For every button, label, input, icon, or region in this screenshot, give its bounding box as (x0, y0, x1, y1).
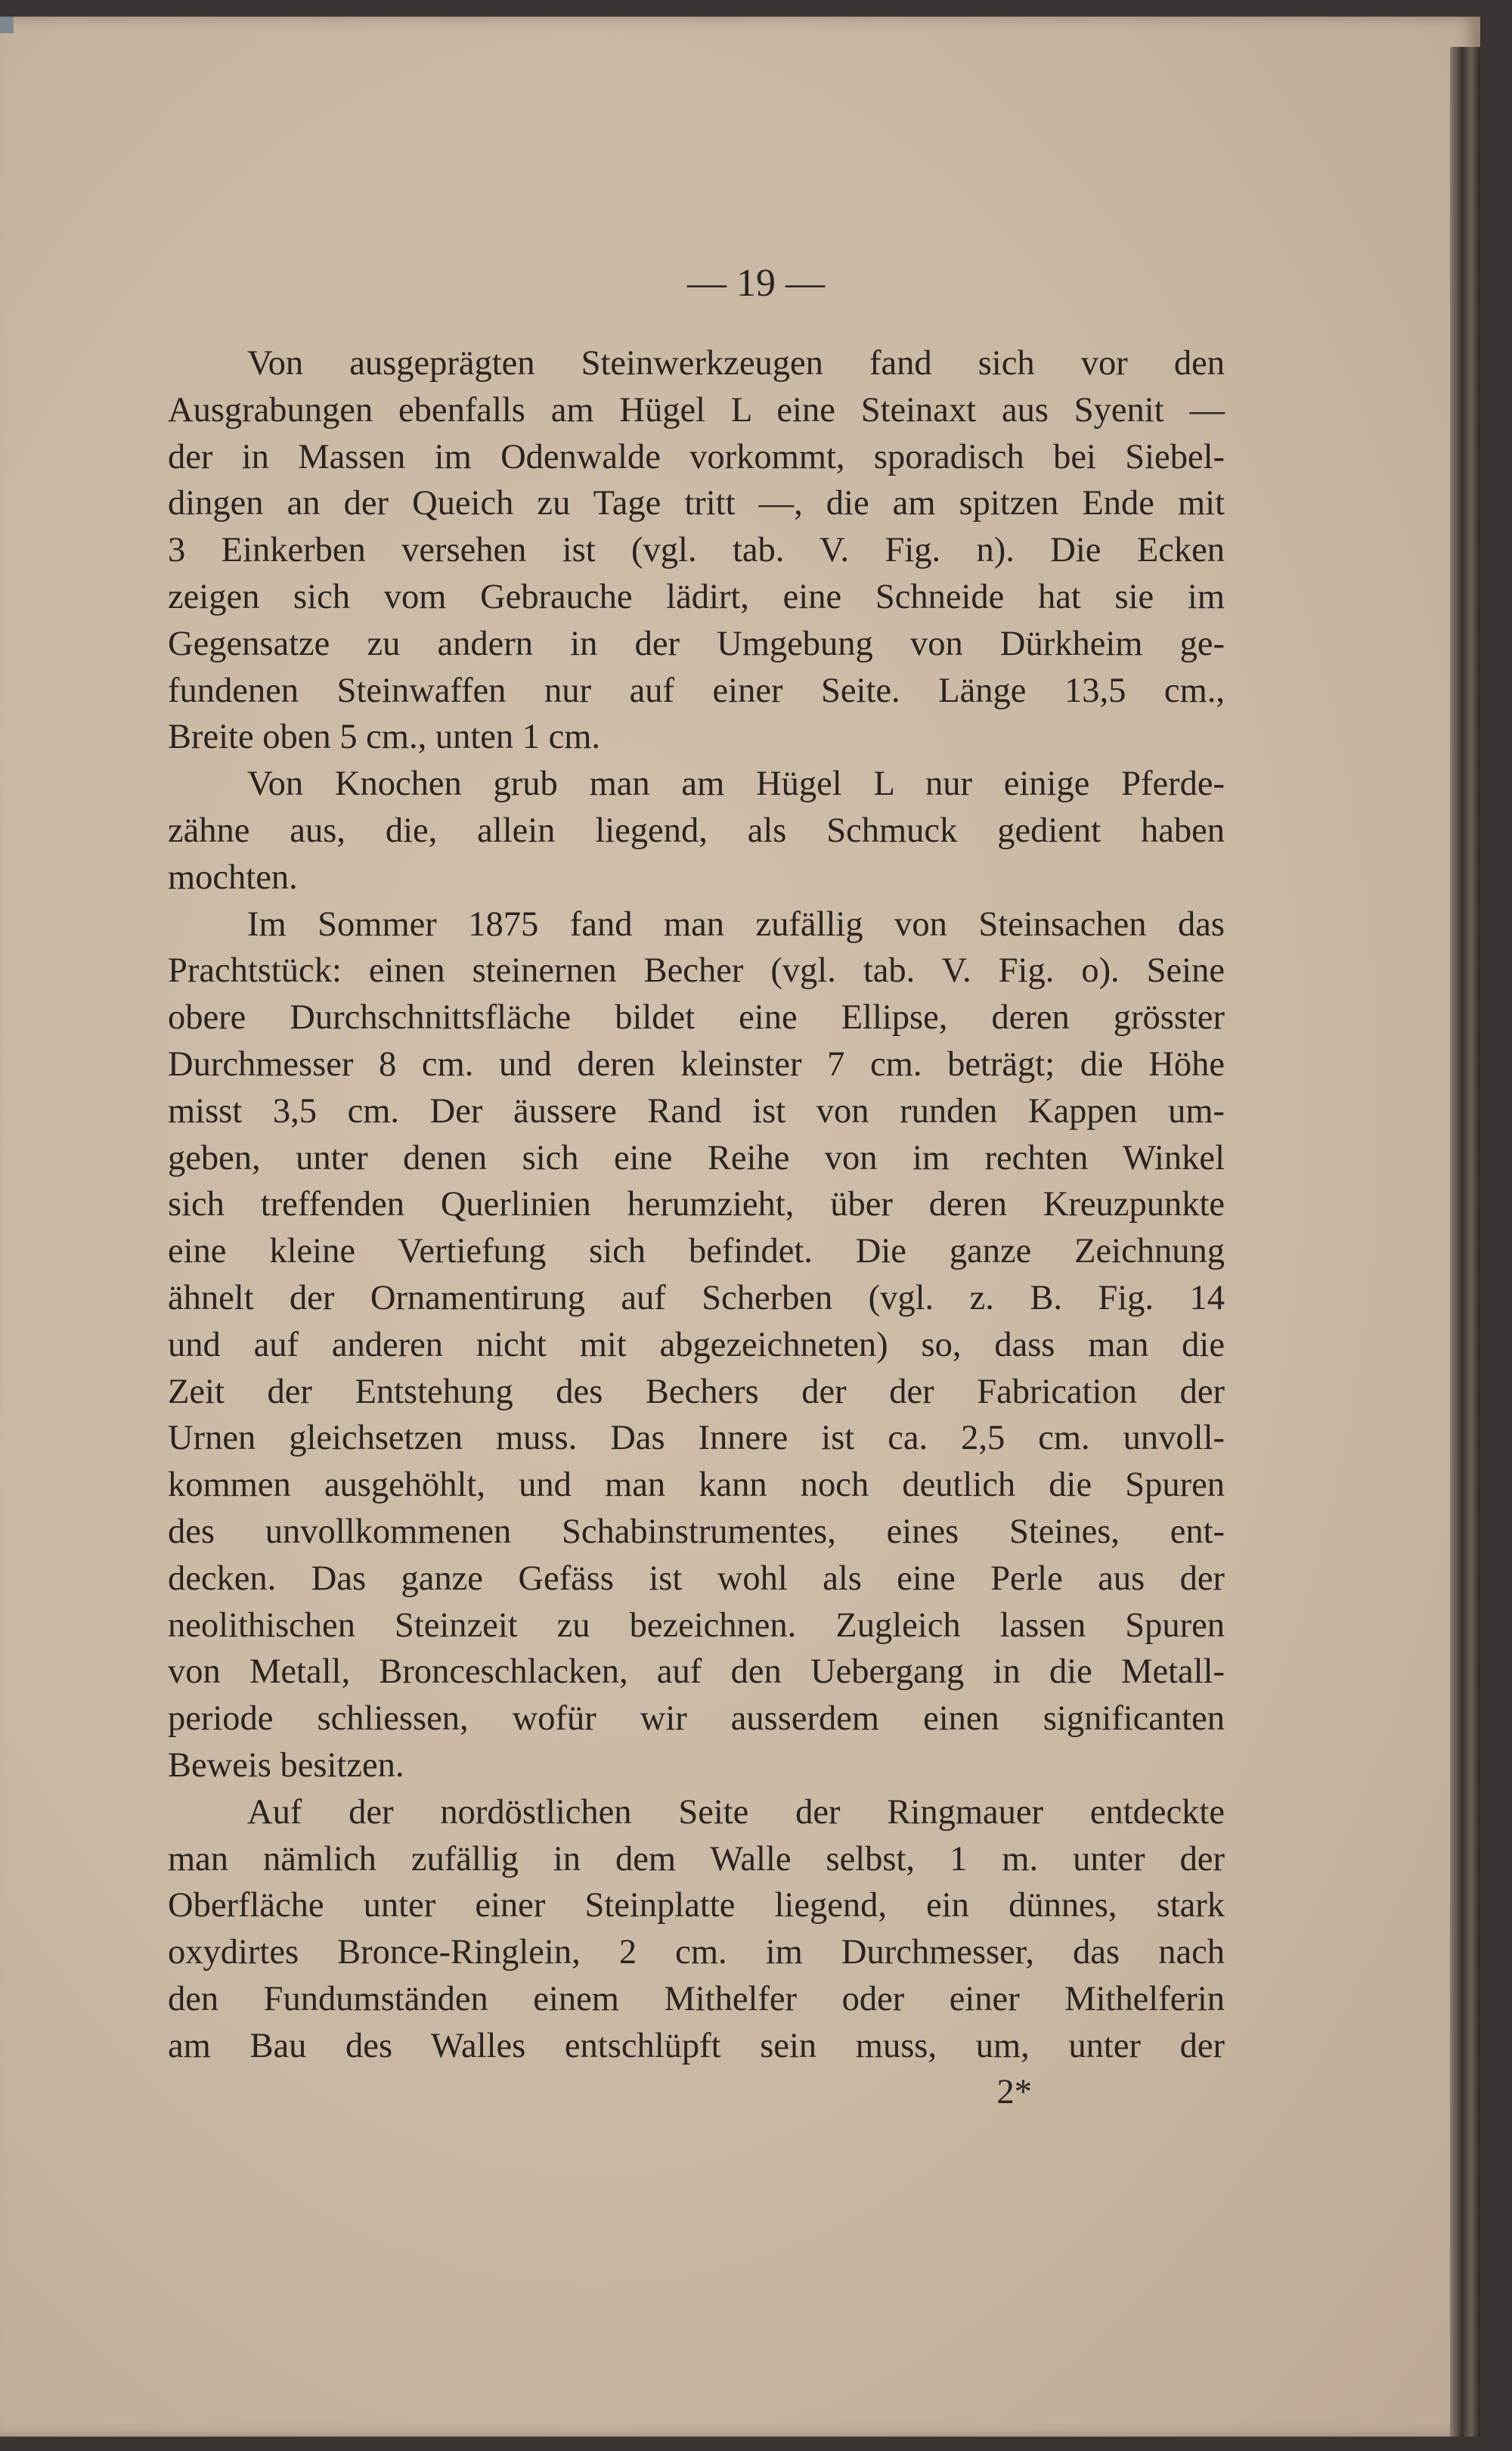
page-edge (1450, 47, 1480, 2437)
text-line: zähne aus, die, allein liegend, als Schmuck gedient haben (168, 811, 1225, 850)
text-line: ähnelt der Ornamentirung auf Scherben (vgl. z. B. Fig. 14 (168, 1278, 1225, 1317)
body-text (168, 340, 1225, 2116)
text-line: Durchmesser 8 cm. und deren kleinster 7 cm. beträgt; die Höhe (168, 1044, 1225, 1084)
text-line: Oberfläche unter einer Steinplatte liegend, ein dünnes, stark (168, 1886, 1225, 1925)
text-line: sich treffenden Querlinien herumzieht, über deren Kreuzpunkte (168, 1185, 1225, 1224)
text-line: Auf der nordöstlichen Seite der Ringmauer entdeckte (247, 1792, 1225, 1832)
text-line: Urnen gleichsetzen muss. Das Innere ist ca. 2,5 cm. unvoll- (168, 1419, 1225, 1458)
scan-corner (0, 17, 14, 33)
page-number: — 19 — (687, 262, 825, 305)
text-line: Breite oben 5 cm., unten 1 cm. (168, 718, 601, 757)
text-line: von Metall, Bronceschlacken, auf den Uebergang in die Metall- (168, 1652, 1225, 1692)
text-line: Prachtstück: einen steinernen Becher (vgl. tab. V. Fig. o). Seine (168, 951, 1225, 991)
text-line: den Fundumständen einem Mithelfer oder einer Mithelferin (168, 1979, 1225, 2018)
text-line: Beweis besitzen. (168, 1745, 404, 1785)
text-line: 3 Einkerben versehen ist (vgl. tab. V. Fig. n). Die Ecken (168, 531, 1225, 570)
text-line: Zeit der Entstehung des Bechers der der Fabrication der (168, 1372, 1225, 1411)
text-line: mochten. (168, 858, 298, 897)
text-line: obere Durchschnittsfläche bildet eine Ellipse, deren grösster (168, 998, 1225, 1038)
text-line: am Bau des Walles entschlüpft sein muss, um, unter der (168, 2026, 1225, 2065)
text-line: Gegensatze zu andern in der Umgebung von Dürkheim ge- (168, 624, 1225, 663)
text-line: man nämlich zufällig in dem Walle selbst, 1 m. unter der (168, 1839, 1225, 1879)
text-line: kommen ausgehöhlt, und man kann noch deutlich die Spuren (168, 1466, 1225, 1505)
text-line: decken. Das ganze Gefäss ist wohl als eine Perle aus der (168, 1559, 1225, 1598)
text-line: und auf anderen nicht mit abgezeichneten) so, dass man die (168, 1325, 1225, 1364)
text-line: dingen an der Queich zu Tage tritt —, die am spitzen Ende mit (168, 484, 1225, 523)
text-line: periode schliessen, wofür wir ausserdem einen significanten (168, 1699, 1225, 1739)
text-line: Im Sommer 1875 fand man zufällig von Steinsachen das (247, 904, 1225, 944)
text-line: Von Knochen grub man am Hügel L nur einige Pferde- (247, 765, 1225, 804)
text-line: neolithischen Steinzeit zu bezeichnen. Zugleich lassen Spuren (168, 1606, 1225, 1645)
text-line: der in Massen im Odenwalde vorkommt, sporadisch bei Siebel- (168, 437, 1225, 476)
text-line: Von ausgeprägten Steinwerkzeugen fand sich vor den (247, 344, 1225, 383)
text-line: misst 3,5 cm. Der äussere Rand ist von runden Kappen um- (168, 1091, 1225, 1131)
signature-mark: 2* (996, 2073, 1032, 2112)
text-line: eine kleine Vertiefung sich befindet. Die ganze Zeichnung (168, 1232, 1225, 1271)
text-line: zeigen sich vom Gebrauche lädirt, eine Schneide hat sie im (168, 577, 1225, 616)
text-line: Ausgrabungen ebenfalls am Hügel L eine Steinaxt aus Syenit — (168, 390, 1225, 430)
text-line: geben, unter denen sich eine Reihe von im rechten Winkel (168, 1138, 1225, 1177)
text-line: des unvollkommenen Schabinstrumentes, eines Steines, ent- (168, 1512, 1225, 1551)
text-line: fundenen Steinwaffen nur auf einer Seite. Länge 13,5 cm., (168, 671, 1225, 710)
text-line: oxydirtes Bronce-Ringlein, 2 cm. im Durchmesser, das nach (168, 1933, 1225, 1972)
